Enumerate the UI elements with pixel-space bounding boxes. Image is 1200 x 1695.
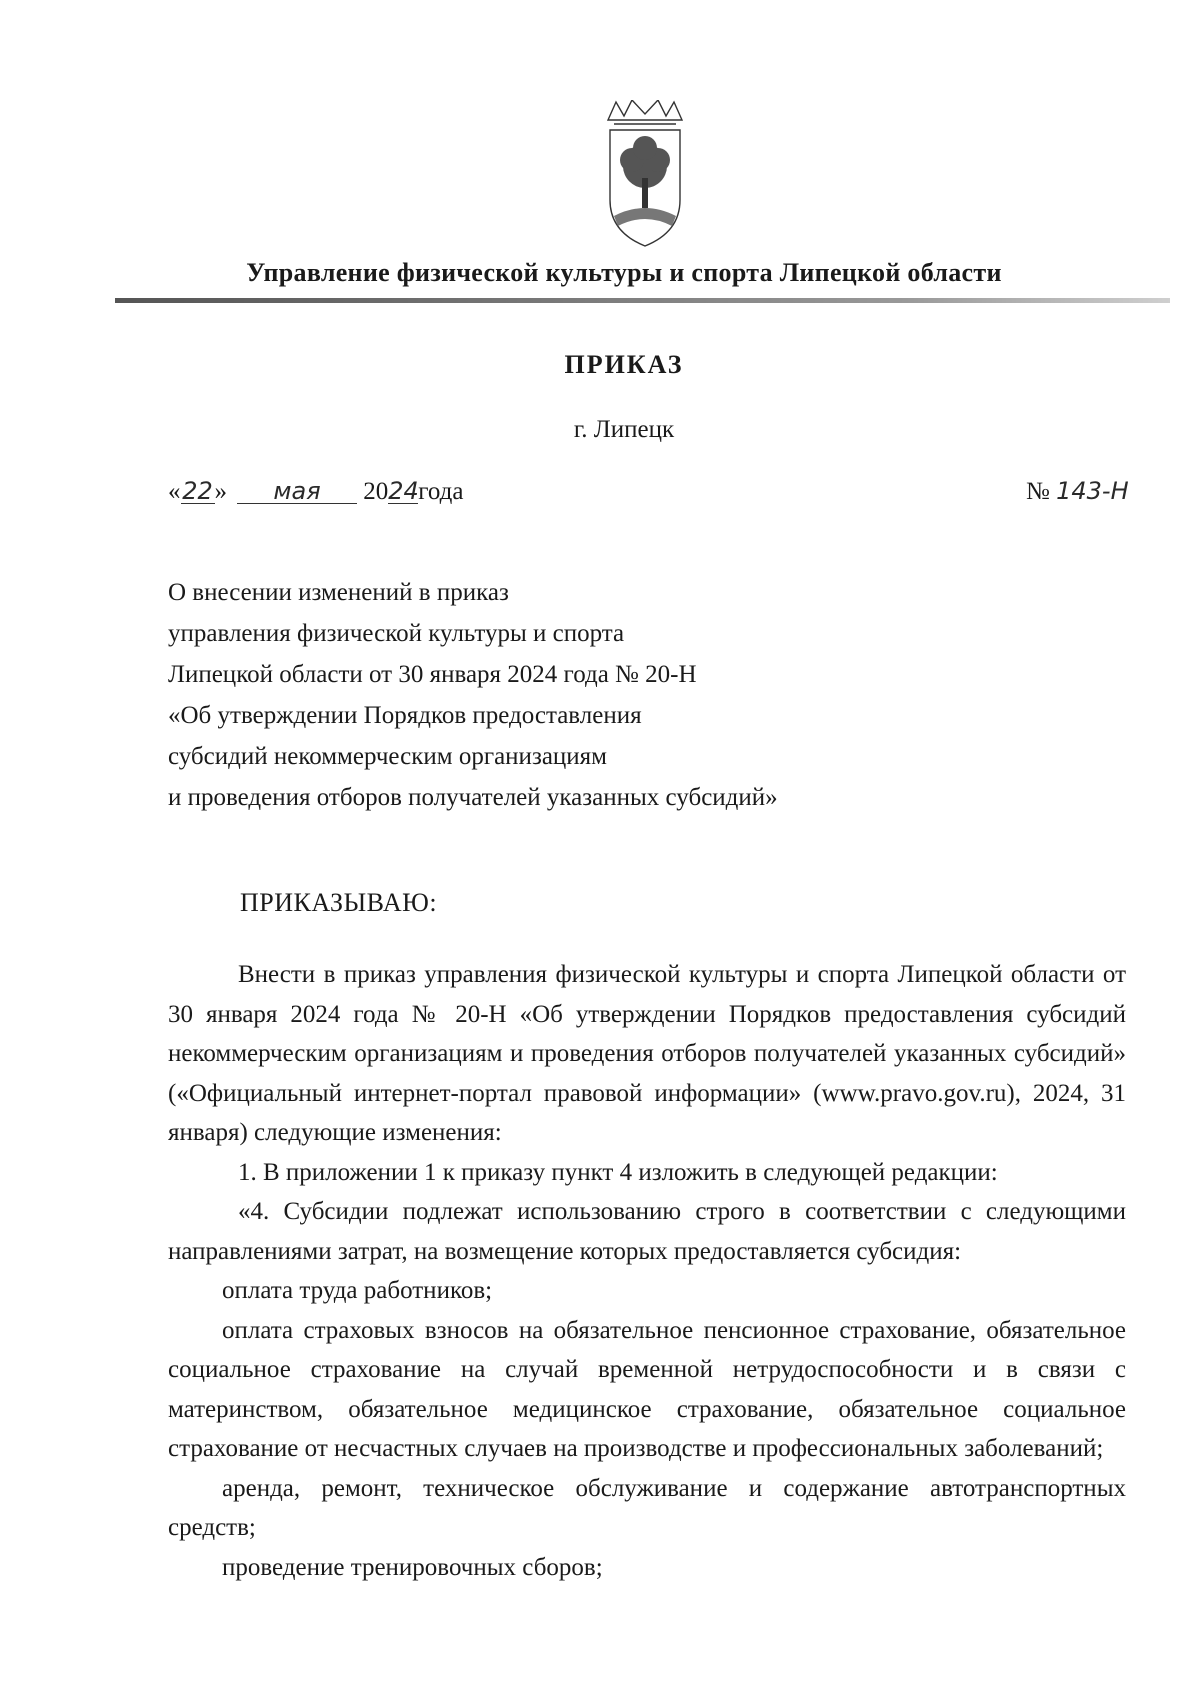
subject-line: управления физической культуры и спорта xyxy=(168,620,625,647)
date-close-quote: » xyxy=(214,478,227,505)
number-prefix: № xyxy=(1026,478,1050,505)
date-month: мая xyxy=(237,479,357,504)
subject-line: «Об утверждении Порядков предоставления xyxy=(168,702,642,729)
date-open-quote: « xyxy=(168,478,181,505)
header-rule xyxy=(115,298,1170,303)
document-date xyxy=(168,478,463,506)
date-year-word: года xyxy=(418,478,464,505)
organization-title: Управление физической культуры и спорта Липецкой области xyxy=(246,258,1002,287)
body-paragraph: «4. Субсидии подлежат использованию строго в соответствии с следующими направлениями затрат, на возмещение которых предоставляется субсидия: xyxy=(168,1198,1126,1265)
document-number xyxy=(1026,478,1129,506)
date-year-prefix: 20 xyxy=(363,478,389,505)
document-subject xyxy=(168,572,928,818)
coat-of-arms-icon xyxy=(600,100,690,250)
document-type: ПРИКАЗ xyxy=(564,350,684,379)
subject-line: О внесении изменений в приказ xyxy=(168,579,509,606)
body-paragraph: Внести в приказ управления физической культуры и спорта Липецкой области от 30 января 2024 года № 20-Н «Об утверждении Порядков предоставления субсидий некоммерческим организациям и проведения отборов получателей указанных субсидий» («Официальный интернет-портал правовой информации» (www.pravo.gov.ru), 2024, 31 января) следующие изменения: xyxy=(168,961,1126,1146)
body-paragraph: 1. В приложении 1 к приказу пункт 4 изложить в следующей редакции: xyxy=(238,1158,998,1186)
date-year-suffix: 24 xyxy=(388,477,419,505)
body-paragraph: проведение тренировочных сборов; xyxy=(222,1553,603,1581)
subject-line: субсидий некоммерческим организациям xyxy=(168,743,607,770)
date-day: 22 xyxy=(182,477,213,505)
decree-word: ПРИКАЗЫВАЮ: xyxy=(240,888,438,917)
body-paragraph: оплата труда работников; xyxy=(222,1277,493,1304)
subject-line: Липецкой области от 30 января 2024 года № 20-Н xyxy=(168,661,697,688)
document-city: г. Липецк xyxy=(573,416,675,443)
body-paragraph: аренда, ремонт, техническое обслуживание и содержание автотранспортных средств; xyxy=(168,1474,1126,1541)
subject-line: и проведения отборов получателей указанных субсидий» xyxy=(168,784,778,811)
body-paragraph: оплата страховых взносов на обязательное пенсионное страхование, обязательное социальное страхование на случай временной нетрудоспособности и в связи с материнством, обязательное медицинское страхование, обязательное социальное страхование от несчастных случаев на производстве и профессиональных заболеваний; xyxy=(168,1316,1126,1462)
document-body xyxy=(168,955,1126,1587)
number-value: 143-Н xyxy=(1056,477,1129,505)
